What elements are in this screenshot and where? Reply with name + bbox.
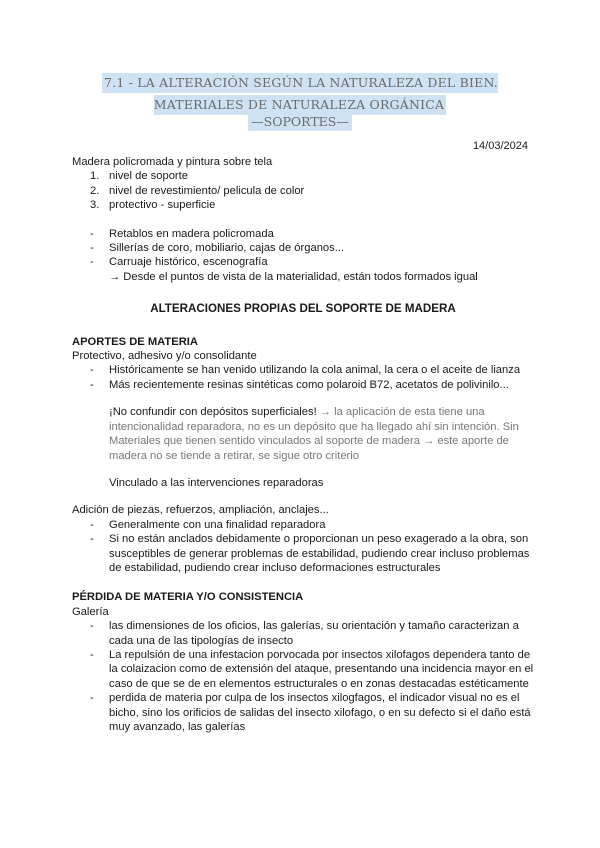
aportes-note-lead: ¡No confundir con depósitos superficiales!: [109, 406, 317, 419]
level-item: [72, 169, 534, 183]
type-text: Carruaje histórico, escenografía: [109, 256, 268, 269]
level-number: 2.: [90, 184, 100, 197]
type-text: Sillerías de coro, mobiliario, cajas de órganos...: [109, 242, 345, 255]
section-heading-madera: ALTERACIONES PROPIAS DEL SOPORTE DE MADERA: [150, 302, 456, 316]
perdida-item-text: las dimensiones de los oficios, las galerías, su orientación y tamaño caracterizan a cada una de las tipologías de insecto: [109, 620, 519, 647]
bullet-dash: -: [90, 648, 94, 661]
type-item: [72, 255, 534, 269]
perdida-item: [72, 691, 534, 734]
aportes-item-text: Más recientemente resinas sintéticas como polaroid B72, acetatos de polivinilo...: [109, 378, 509, 391]
level-item: [72, 184, 534, 198]
bullet-dash: -: [90, 692, 94, 705]
adicion-subtitle: Adición de piezas, refuerzos, ampliación, anclajes...: [72, 504, 329, 517]
bullet-dash: -: [90, 518, 94, 531]
perdida-subtitle: Galería: [72, 605, 109, 618]
aportes-subtitle: Protectivo, adhesivo y/o consolidante: [72, 350, 257, 363]
bullet-dash: -: [90, 256, 94, 269]
aportes-item-text: Históricamente se han venido utilizando la cola animal, la cera o el aceite de lianza: [109, 364, 521, 377]
aportes-note: [72, 405, 534, 463]
perdida-item: [72, 648, 534, 691]
aportes-heading: APORTES DE MATERIA: [72, 335, 198, 348]
bullet-dash: -: [90, 242, 94, 255]
aportes-vinculado: Vinculado a las intervenciones reparadoras: [109, 476, 324, 489]
bullet-dash: -: [90, 620, 94, 633]
intro-text: Madera policromada y pintura sobre tela: [72, 156, 273, 168]
level-number: 3.: [90, 199, 100, 212]
aportes-note-rest: → la aplicación de esta tiene una intencionalidad reparadora, no es un depósito que ha llegado ahí sin intención. Sin Materiales que tienen sentido vinculados al soporte de madera → este aporte de madera no se tiende a retirar, se sigue otro criterio: [109, 406, 519, 462]
level-text: protectivo - superficie: [109, 199, 216, 212]
type-item: [72, 241, 534, 255]
level-number: 1.: [90, 170, 100, 183]
perdida-item-text: La repulsión de una infestacion porvocada por insectos xilofagos dependera tanto de la colaizacion como de extensión del ataque, presentando una incidencia mayor en el caso de que se de en elementos estructurales o en zonas destacadas estéticamente: [109, 648, 534, 690]
level-text: nivel de soporte: [109, 170, 188, 183]
type-item: [72, 227, 534, 241]
level-item: [72, 198, 534, 212]
bullet-dash: -: [90, 533, 94, 546]
adicion-item-text: Generalmente con una finalidad reparadora: [109, 518, 326, 531]
aportes-item: [72, 378, 534, 392]
bullet-dash: -: [90, 364, 94, 377]
document-subtitle-block: [0, 114, 600, 129]
adicion-item: [72, 518, 534, 532]
level-text: nivel de revestimiento/ pelicula de color: [109, 184, 305, 197]
types-note: → Desde el puntos de vista de la materialidad, están todos formados igual: [109, 270, 478, 283]
perdida-item-text: perdida de materia por culpa de los insectos xilogfagos, el indicador visual no es el bicho, sino los orificios de salidas del insecto xilofago, o en su defecto si el daño está muy avanzado, las galerías: [109, 692, 531, 733]
document-date: 14/03/2024: [472, 140, 528, 152]
document-subtitle: —SOPORTES—: [248, 112, 352, 131]
bullet-dash: -: [90, 378, 94, 391]
type-text: Retablos en madera policromada: [109, 227, 274, 240]
document-body: [72, 155, 534, 734]
document-title: 7.1 - LA ALTERACIÓN SEGÚN LA NATURALEZA DEL BIEN. MATERIALES DE NATURALEZA ORGÁNICA: [102, 73, 498, 115]
perdida-item: [72, 619, 534, 648]
document-title-block: [70, 72, 530, 116]
perdida-heading: PÉRDIDA DE MATERIA Y/O CONSISTENCIA: [72, 591, 304, 604]
adicion-item: [72, 532, 534, 575]
bullet-dash: -: [90, 227, 94, 240]
aportes-item: [72, 363, 534, 377]
adicion-item-text: Si no están anclados debidamente o proporcionan un peso exagerado a la obra, son susceptibles de generar problemas de estabilidad, pudiendo crear incluso problemas de estabilidad, pudiendo crear incluso deformaciones estructurales: [109, 533, 530, 574]
